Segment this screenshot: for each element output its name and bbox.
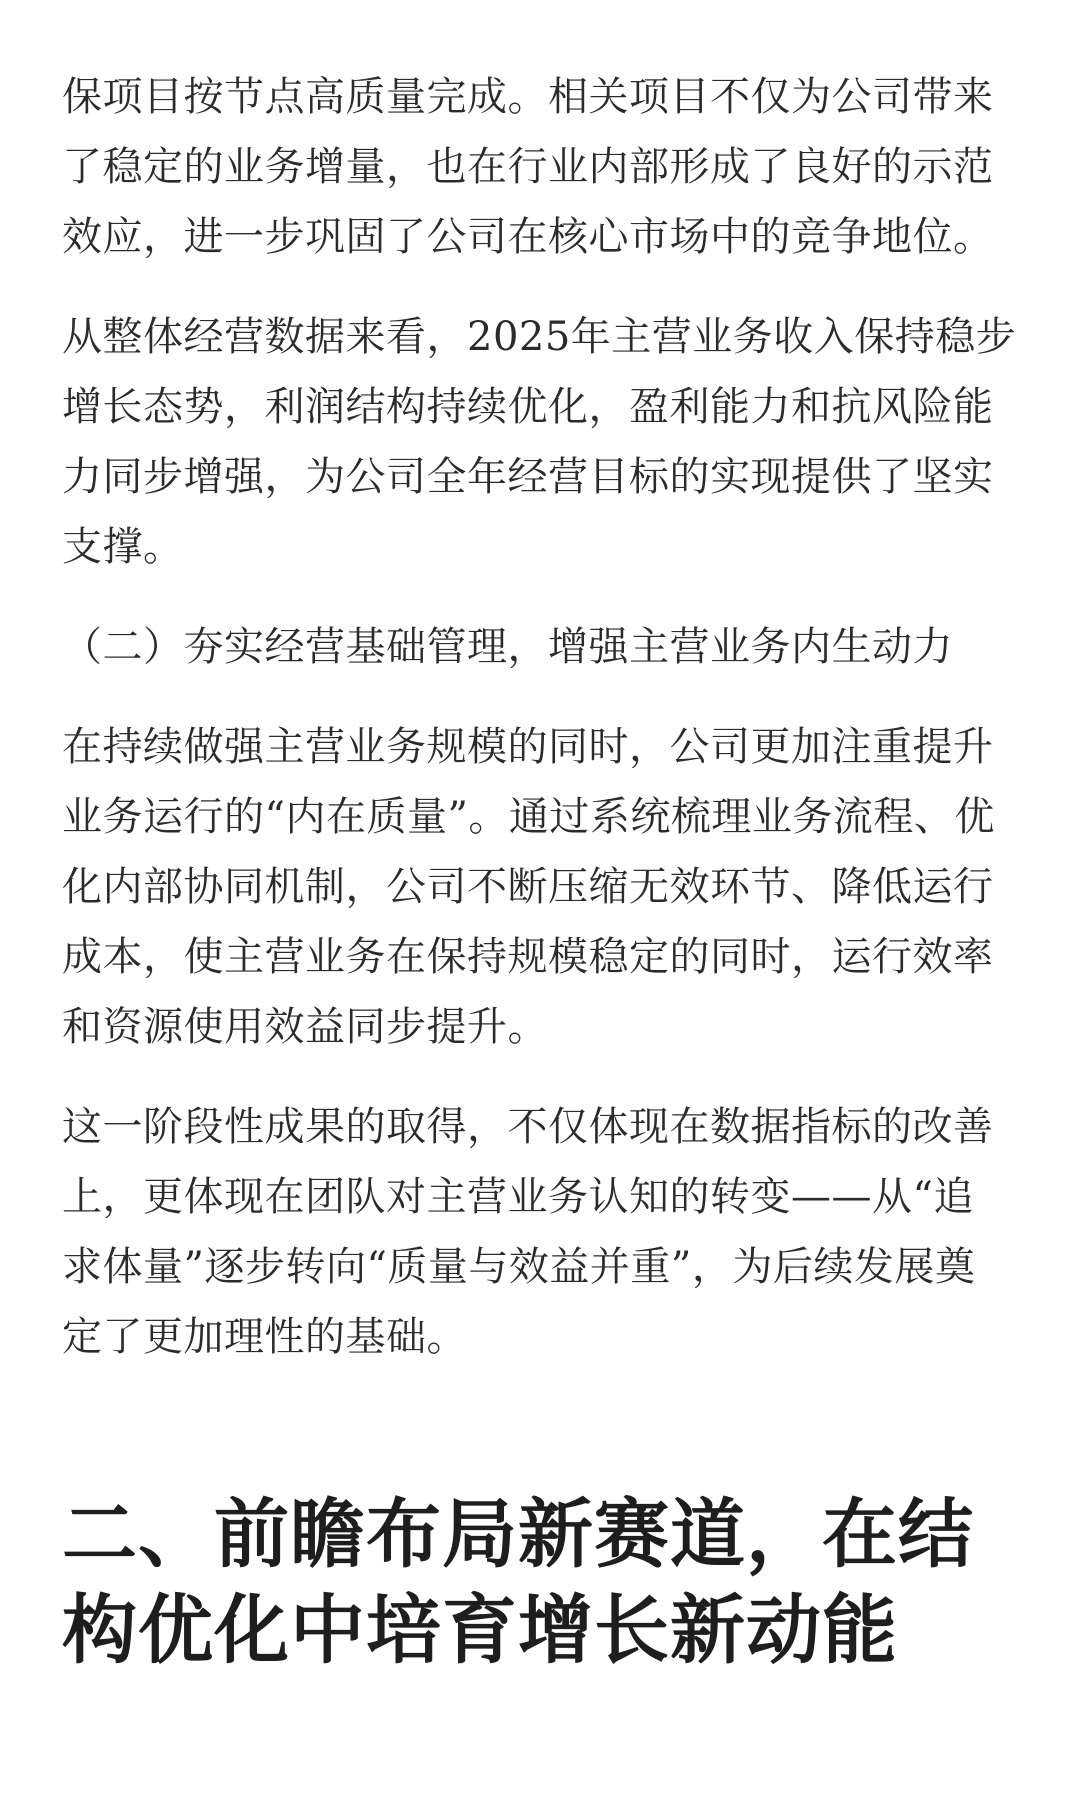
section-title: 二、前瞻布局新赛道，在结 构优化中培育增长新动能 [62, 1490, 975, 1674]
subsection-heading: （二）夯实经营基础管理，增强主营业务内生动力 [62, 624, 953, 670]
paragraph-operating-data: 从整体经营数据来看，2025年主营业务收入保持稳步 增长态势，利润结构持续优化，盈利能力和抗风险能 力同步增强，为公司全年经营目标的实现提供了坚实 支撑。 [62, 314, 1017, 570]
paragraph-project-completion: 保项目按节点高质量完成。相关项目不仅为公司带来 了稳定的业务增量，也在行业内部形成了良好的示范 效应，进一步巩固了公司在核心市场中的竞争地位。 [62, 74, 994, 260]
article-body [62, 62, 1022, 1678]
paragraph-internal-quality: 在持续做强主营业务规模的同时，公司更加注重提升 业务运行的“内在质量”。通过系统梳理业务流程、优 化内部协同机制，公司不断压缩无效环节、降低运行 成本，使主营业务在保持规模稳定的同时，运行效率 和资源使用效益同步提升。 [62, 724, 995, 1050]
paragraph-phase-results: 这一阶段性成果的取得，不仅体现在数据指标的改善 上，更体现在团队对主营业务认知的转变——从“追 求体量”逐步转向“质量与效益并重”，为后续发展奠 定了更加理性的基础。 [62, 1104, 994, 1360]
